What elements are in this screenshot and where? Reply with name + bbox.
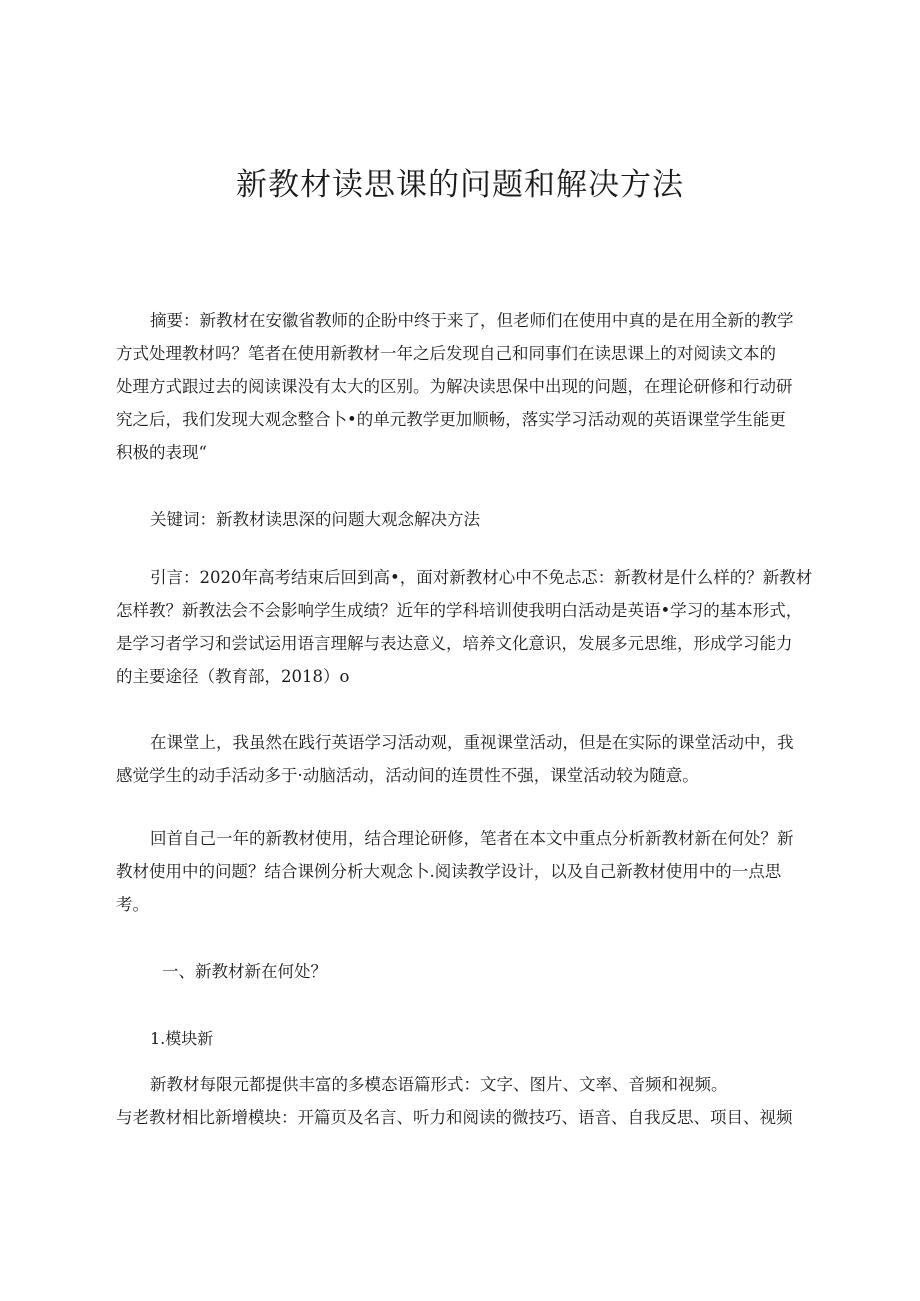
abstract-line: 究之后，我们发现大观念整合卜•的单元教学更加顺畅，落实学习活动观的英语课堂学生能更 (116, 410, 786, 429)
section-heading: 一、新教材新在何处？ (162, 962, 327, 981)
abstract-paragraph (116, 304, 810, 469)
abstract-line: 摘要：新教材在安徽省教师的企盼中终于来了，但老师们在使用中真的是在用全新的教学 (150, 311, 794, 330)
subsection-heading: 1.模块新 (150, 1029, 214, 1048)
intro-line: 引言：2020年高考结束后回到高•，面对新教材心中不免忐忑：新教材是什么样的？新教材 (150, 568, 813, 587)
classroom-line: 在课堂上，我虽然在践行英语学习活动观，重视课堂活动，但是在实际的课堂活动中，我 (150, 733, 794, 752)
keywords-line: 关键词：新教材读思深的问题大观念解决方法 (150, 510, 480, 529)
module-line: 与老教材相比新增模块：开篇页及名言、听力和阅读的微技巧、语音、自我反思、项目、视频 (116, 1108, 793, 1127)
classroom-line: 感觉学生的动手活动多于·动脑活动，活动间的连贯性不强，课堂活动较为随意。 (116, 766, 699, 785)
review-line: 回首自己一年的新教材使用，结合理论研修，笔者在本文中重点分析新教材新在何处？新 (150, 829, 794, 848)
intro-line: 怎样教？新教法会不会影响学生成绩？近年的学科培训使我明白活动是英语•学习的基本形式， (116, 601, 803, 620)
intro-line: 的主要途径（教育部，2018）o (116, 667, 350, 686)
review-line: 考。 (116, 895, 149, 914)
keywords-paragraph (116, 503, 810, 536)
module-line: 新教材每限元都提供丰富的多模态语篇形式：文字、图片、文率、音频和视频。 (150, 1075, 728, 1094)
abstract-line: 处理方式跟过去的阅读课没有太大的区别。为解决读思保中出现的问题，在理论研修和行动研 (116, 377, 793, 396)
abstract-line: 方式处理教材吗？笔者在使用新教材一年之后发现自己和同事们在读思课上的对阅读文本的 (116, 344, 776, 363)
document-title: 新教材读思课的问题和解决方法 (236, 167, 684, 203)
intro-line: 是学习者学习和尝试运用语言理解与表达意义，培养文化意识，发展多元思维，形成学习能力 (116, 634, 793, 653)
review-line: 教材使用中的问题？结合课例分析大观念卜.阅读教学设计，以及自己新教材使用中的一点思 (116, 862, 782, 881)
review-paragraph (116, 822, 810, 921)
module-paragraph (116, 1068, 810, 1134)
classroom-paragraph (116, 726, 810, 792)
intro-paragraph (116, 561, 813, 693)
abstract-line: 积极的表现“ (116, 443, 207, 462)
